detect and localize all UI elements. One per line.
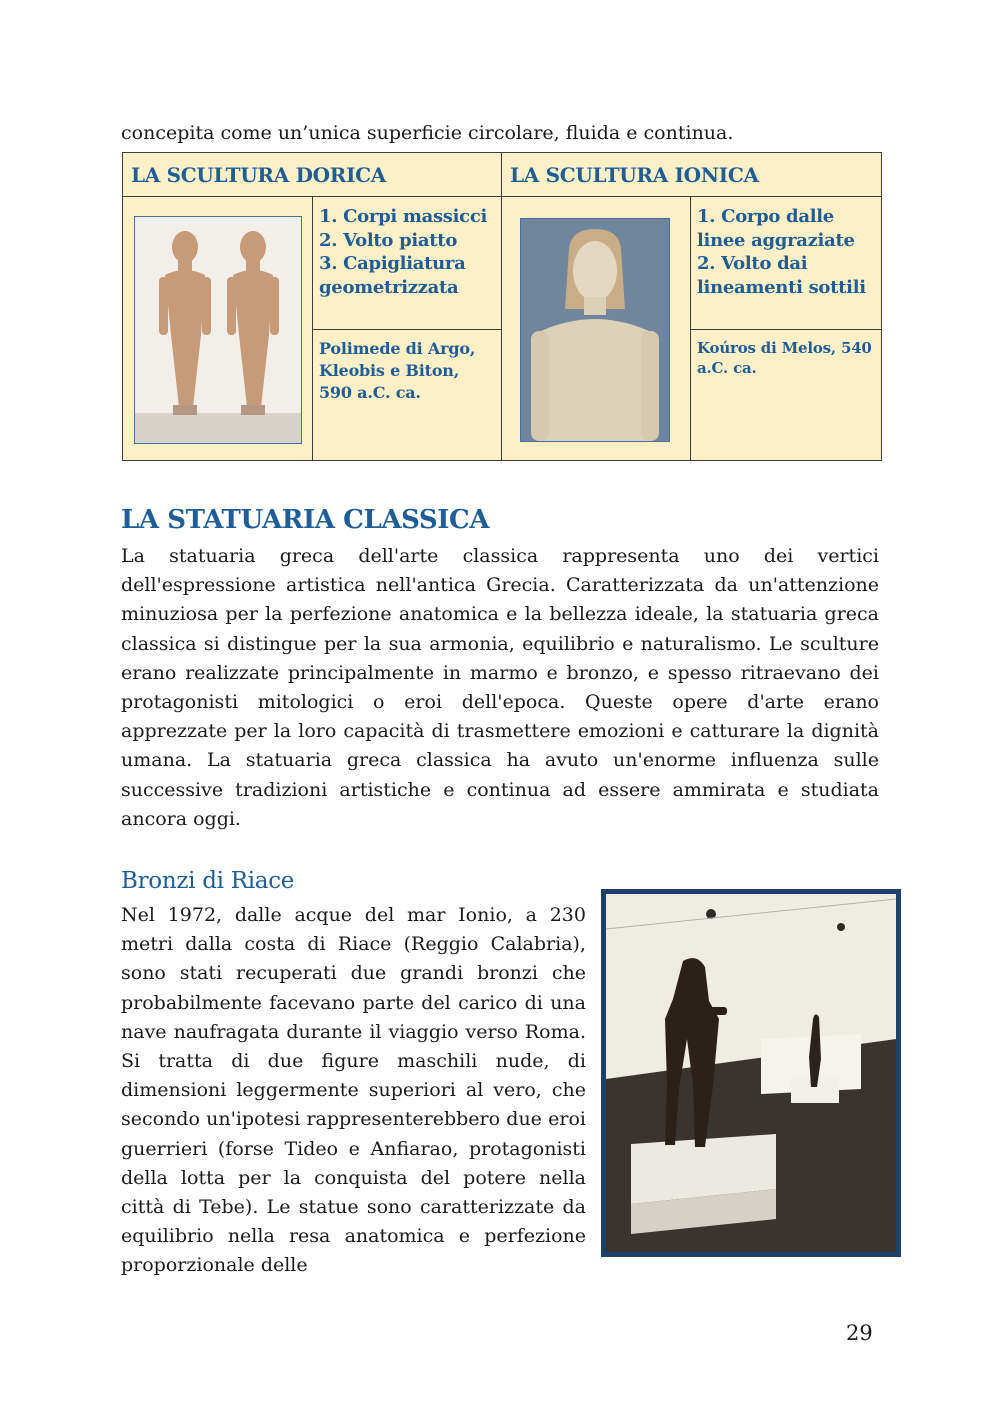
subsection-title: Bronzi di Riace	[121, 868, 295, 894]
riace-museum-photo	[601, 889, 901, 1257]
ionic-point-2: 2. Volto dai	[697, 253, 808, 274]
ionic-point-1: 1. Corpo dalle	[697, 206, 834, 227]
page-number: 29	[846, 1321, 873, 1345]
doric-point-2: 2. Volto piatto	[319, 229, 458, 251]
kouros-melos-photo	[520, 218, 670, 442]
ionic-caption	[691, 330, 882, 461]
subsection-text: Nel 1972, dalle acque del mar Ionio, a 230 metri dalla costa di Riace (Reggio Calabria), sono stati recuperati due grandi bronzi che probabilmente facevano parte del carico di una nave naufragata durante il viaggio verso Roma. Si tratta di due figure maschili nude, di dimensioni leggermente superiori al vero, che secondo un'ipotesi rappresenterebbero due eroi guerrieri (forse Tideo e Anfiarao, protagonisti della lotta per la conquista del potere nella città di Tebe). Le statue sono caratterizzate da equilibrio nella resa anatomica e perfezione proporzionale delle	[121, 904, 586, 1277]
doric-caption-line: 590 a.C. ca.	[319, 383, 421, 402]
doric-point-3: 3. Capigliatura	[319, 253, 466, 274]
ionic-point-2-cont: lineamenti sottili	[697, 276, 866, 298]
doric-point-1: 1. Corpi massicci	[319, 206, 488, 227]
ionic-header: LA SCULTURA IONICA	[502, 153, 882, 197]
ionic-point-1-cont: linee aggraziate	[697, 229, 855, 251]
section-text: La statuaria greca dell'arte classica rappresenta uno dei vertici dell'espressione artistica nell'antica Grecia. Caratterizzata da un'attenzione minuziosa per la perfezione anatomica e la bellezza ideale, la statuaria greca classica si distingue per la sua armonia, equilibrio e naturalismo. Le sculture erano realizzate principalmente in marmo e bronzo, e spesso ritraevano dei protagonisti mitologici o eroi dell'epoca. Queste opere d'arte erano apprezzate per la loro capacità di trasmettere emozioni e catturare la dignità umana. La statuaria greca classica ha avuto un'enorme influenza sulle successive tradizioni artistiche e continua ad essere ammirata e studiata ancora oggi.	[121, 545, 879, 830]
doric-image-cell	[123, 197, 313, 461]
comparison-table	[122, 152, 882, 461]
ionic-image-cell	[502, 197, 691, 461]
doric-caption-line: Kleobis e Biton,	[319, 361, 460, 380]
doric-caption	[313, 330, 502, 461]
intro-line: concepita come un’unica superficie circolare, fluida e continua.	[121, 122, 734, 144]
kleobis-biton-photo	[134, 216, 302, 444]
ionic-caption-line: a.C. ca.	[697, 359, 757, 377]
doric-point-3-cont: geometrizzata	[319, 276, 459, 298]
section-title: LA STATUARIA CLASSICA	[121, 505, 490, 535]
doric-caption-line: Polimede di Argo,	[319, 339, 476, 358]
doric-header: LA SCULTURA DORICA	[123, 153, 502, 197]
ionic-caption-line: Koúros di Melos, 540	[697, 339, 872, 357]
doric-points	[313, 197, 502, 330]
ionic-points	[691, 197, 882, 330]
